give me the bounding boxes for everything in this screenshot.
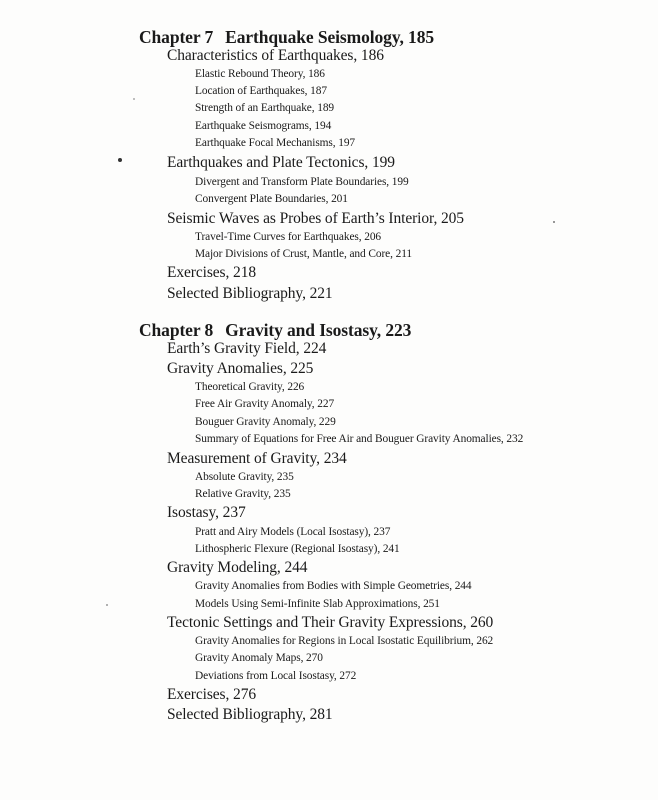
toc-subsection: Strength of an Earthquake, 189 bbox=[195, 102, 335, 114]
toc-section: Characteristics of Earthquakes, 186 bbox=[167, 47, 384, 64]
toc-section: Measurement of Gravity, 234 bbox=[167, 450, 347, 467]
chapter-number: Chapter 7 bbox=[139, 27, 214, 47]
toc-subsection: Free Air Gravity Anomaly, 227 bbox=[195, 398, 335, 410]
toc-section: Tectonic Settings and Their Gravity Expressions, 260 bbox=[167, 614, 494, 631]
toc-section: Earthquakes and Plate Tectonics, 199 bbox=[167, 154, 395, 171]
toc-subsection: Gravity Anomalies from Bodies with Simple Geometries, 244 bbox=[195, 580, 472, 592]
chapter-heading bbox=[139, 27, 434, 48]
toc-subsection: Gravity Anomalies for Regions in Local Isostatic Equilibrium, 262 bbox=[195, 635, 494, 647]
scan-speck bbox=[133, 98, 135, 100]
toc-subsection: Lithospheric Flexure (Regional Isostasy), 241 bbox=[195, 543, 400, 555]
toc-subsection: Location of Earthquakes, 187 bbox=[195, 85, 327, 97]
toc-section: Seismic Waves as Probes of Earth’s Interior, 205 bbox=[167, 210, 464, 227]
toc-subsection: Models Using Semi-Infinite Slab Approximations, 251 bbox=[195, 598, 440, 610]
toc-subsection: Major Divisions of Crust, Mantle, and Core, 211 bbox=[195, 248, 412, 260]
toc-section: Exercises, 218 bbox=[167, 264, 256, 281]
chapter-number: Chapter 8 bbox=[139, 320, 214, 340]
scan-speck bbox=[106, 604, 108, 606]
chapter-title: Earthquake Seismology, 185 bbox=[225, 27, 435, 47]
toc-section: Selected Bibliography, 221 bbox=[167, 285, 333, 302]
scan-speck bbox=[118, 158, 122, 162]
toc-section: Gravity Modeling, 244 bbox=[167, 559, 308, 576]
chapter-title: Gravity and Isostasy, 223 bbox=[225, 320, 412, 340]
toc-subsection: Deviations from Local Isostasy, 272 bbox=[195, 670, 357, 682]
toc-section: Earth’s Gravity Field, 224 bbox=[167, 340, 327, 357]
toc-subsection: Gravity Anomaly Maps, 270 bbox=[195, 652, 323, 664]
chapter-heading bbox=[139, 320, 411, 341]
toc-subsection: Summary of Equations for Free Air and Bouguer Gravity Anomalies, 232 bbox=[195, 433, 524, 445]
toc-subsection: Convergent Plate Boundaries, 201 bbox=[195, 193, 348, 205]
toc-subsection: Travel-Time Curves for Earthquakes, 206 bbox=[195, 231, 382, 243]
scan-speck bbox=[553, 221, 555, 223]
toc-section: Isostasy, 237 bbox=[167, 504, 246, 521]
toc-subsection: Bouguer Gravity Anomaly, 229 bbox=[195, 416, 336, 428]
toc-subsection: Relative Gravity, 235 bbox=[195, 488, 291, 500]
toc-subsection: Elastic Rebound Theory, 186 bbox=[195, 68, 325, 80]
toc-subsection: Earthquake Focal Mechanisms, 197 bbox=[195, 137, 356, 149]
toc-subsection: Divergent and Transform Plate Boundaries, 199 bbox=[195, 176, 409, 188]
toc-section: Exercises, 276 bbox=[167, 686, 256, 703]
toc-subsection: Absolute Gravity, 235 bbox=[195, 471, 294, 483]
toc-section: Selected Bibliography, 281 bbox=[167, 706, 333, 723]
toc-subsection: Theoretical Gravity, 226 bbox=[195, 381, 305, 393]
toc-section: Gravity Anomalies, 225 bbox=[167, 360, 314, 377]
toc-subsection: Pratt and Airy Models (Local Isostasy), 237 bbox=[195, 526, 391, 538]
toc-subsection: Earthquake Seismograms, 194 bbox=[195, 120, 332, 132]
